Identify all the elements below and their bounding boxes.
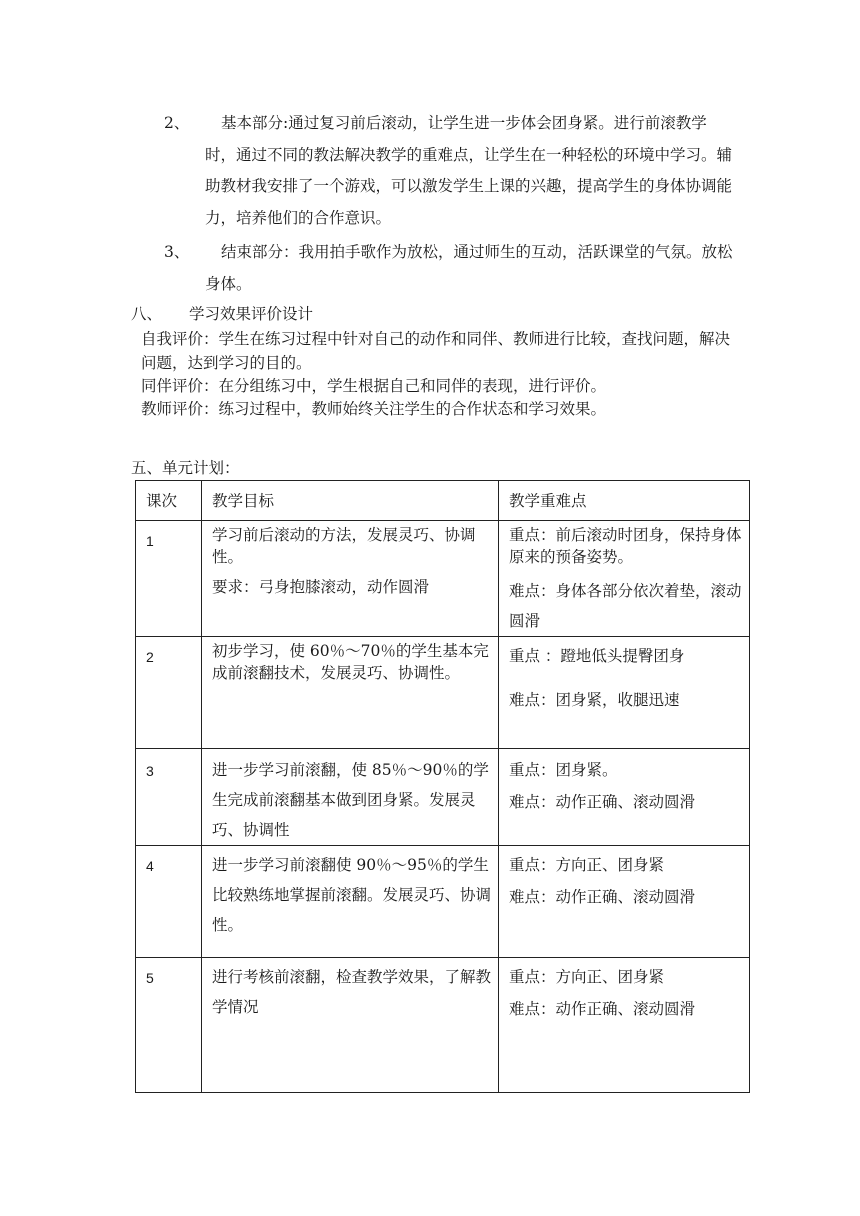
lesson-number: 2 [146, 649, 154, 665]
header-lesson: 课次 [136, 481, 202, 521]
item-text: 基本部分:通过复习前后滚动，让学生进一步体会团身紧。进行前滚教学时，通过不同的教法解决教学的重难点，让学生在一种轻松的环境中学习。辅助教材我安排了一个游戏，可以激发学生上课的兴趣，提高学生的身体协调能力，培养他们的合作意识。 [205, 114, 733, 227]
difficulty: 难点：动作正确、滚动圆滑 [509, 888, 696, 906]
teacher-evaluation: 教师评价：练习过程中，教师始终关注学生的合作状态和学习效果。 [141, 400, 607, 418]
lesson-number: 3 [146, 763, 154, 779]
section-heading [131, 303, 313, 325]
lesson-goal: 进行考核前滚翻，检查教学效果，了解教学情况 [212, 968, 492, 1016]
table-row [136, 958, 750, 1093]
table-row [136, 749, 750, 846]
lesson-goal: 初步学习，使 60％～70％的学生基本完成前滚翻技术，发展灵巧、协调性。 [212, 642, 489, 682]
lesson-number: 5 [146, 970, 154, 986]
lesson-number: 1 [146, 533, 154, 549]
lesson-goal: 学习前后滚动的方法，发展灵巧、协调性。 [212, 526, 476, 566]
table-row [136, 846, 750, 958]
lesson-number: 4 [146, 858, 154, 874]
item-text: 结束部分：我用拍手歌作为放松，通过师生的互动，活跃课堂的气氛。放松身体。 [205, 243, 733, 293]
lesson-goal: 进一步学习前滚翻，使 85％～90％的学生完成前滚翻基本做到团身紧。发展灵巧、协调性 [212, 761, 489, 839]
key-point: 重点：前后滚动时团身，保持身体原来的预备姿势。 [509, 526, 742, 566]
difficulty: 难点：动作正确、滚动圆滑 [509, 793, 696, 811]
table-row [136, 637, 750, 749]
key-point: 重点 ：蹬地低头提臀团身 [509, 647, 685, 665]
table-header-row [136, 481, 750, 521]
key-point: 重点：方向正、团身紧 [509, 968, 665, 986]
numbered-item-3 [164, 237, 734, 300]
difficulty: 难点：身体各部分依次着垫，滚动圆滑 [509, 582, 742, 630]
section-title: 学习效果评价设计 [189, 305, 314, 323]
self-evaluation: 自我评价：学生在练习过程中针对自己的动作和同伴、教师进行比较，查找问题，解决问题，达到学习的目的。 [141, 330, 731, 372]
section-number: 八、 [131, 305, 163, 323]
lesson-requirement: 要求：弓身抱膝滚动，动作圆滑 [212, 578, 430, 596]
difficulty: 难点：动作正确、滚动圆滑 [509, 1000, 696, 1018]
lesson-goal: 进一步学习前滚翻使 90％～95％的学生比较熟练地掌握前滚翻。发展灵巧、协调性。 [212, 856, 492, 934]
unit-plan-title: 五、单元计划： [131, 459, 240, 477]
numbered-item-2 [164, 108, 734, 234]
item-number: 2、 [164, 114, 190, 132]
unit-plan-table [135, 480, 750, 1093]
peer-evaluation: 同伴评价：在分组练习中，学生根据自己和同伴的表现，进行评价。 [141, 377, 607, 395]
difficulty: 难点：团身紧，收腿迅速 [509, 691, 680, 709]
item-number: 3、 [164, 243, 190, 261]
key-point: 重点：方向正、团身紧 [509, 856, 665, 874]
key-point: 重点：团身紧。 [509, 761, 618, 779]
header-goal: 教学目标 [202, 481, 499, 521]
table-row [136, 521, 750, 637]
header-key-points: 教学重难点 [499, 481, 750, 521]
